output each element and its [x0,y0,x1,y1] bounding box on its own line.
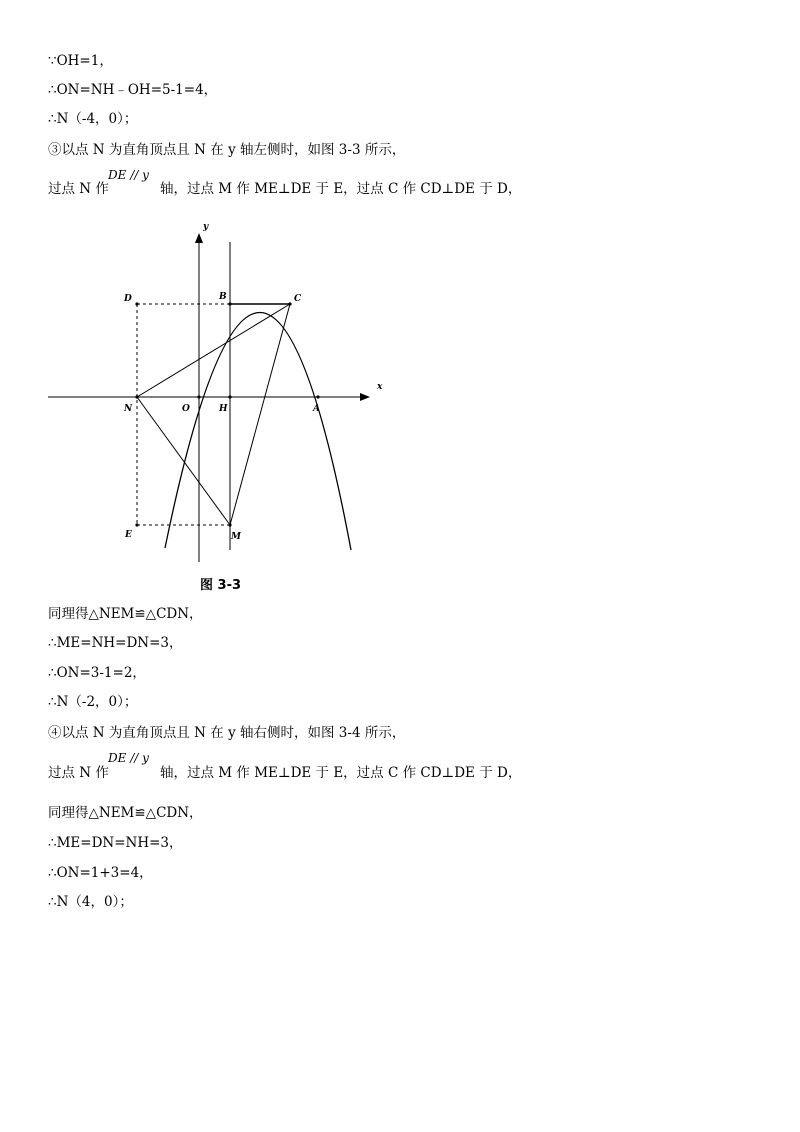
label-h: H [219,404,228,414]
text-line-6: 同理得△NEM≌△CDN， [48,606,203,622]
text-line-13: ∴ME=DN=NH=3， [48,835,183,851]
text-line-10: ④以点 N 为直角顶点且 N 在 y 轴右侧时，如图 3-4 所示， [48,725,406,741]
text-line-2: ∴ON=NH﹣OH=5-1=4， [48,82,218,98]
label-c: C [294,294,302,304]
text-line-11-end: 轴，过点 M 作 ME⊥DE 于 E，过点 C 作 CD⊥DE 于 D， [160,765,522,781]
point-m [228,523,231,526]
point-n [135,395,138,398]
fraction-de-parallel-y: DE // y [108,168,149,182]
text-line-12: 同理得△NEM≌△CDN， [48,805,203,821]
point-a [316,395,319,398]
point-h [228,395,231,398]
text-line-5-start: 过点 N 作 [48,181,109,197]
text-line-7: ∴ME=NH=DN=3， [48,635,183,651]
text-line-5-end: 轴，过点 M 作 ME⊥DE 于 E，过点 C 作 CD⊥DE 于 D， [160,181,522,197]
label-m: M [231,532,241,542]
text-line-11-start: 过点 N 作 [48,765,109,781]
label-d: D [124,294,132,304]
point-e [135,523,138,526]
label-n: N [124,404,133,414]
segment-nm [137,397,230,525]
text-line-15: ∴N（4，0）； [48,894,133,910]
point-d [135,302,138,305]
label-o: O [182,404,190,414]
y-axis-arrow [195,233,203,243]
figure-caption: 图 3-3 [200,578,242,593]
text-line-11 [48,764,109,782]
segment-nc [137,304,290,397]
text-line-1: ∵OH=1， [48,53,113,69]
text-line-4: ③以点 N 为直角顶点且 N 在 y 轴左侧时，如图 3-3 所示， [48,142,406,158]
point-b [228,302,231,305]
label-b: B [219,292,227,302]
point-o [197,395,200,398]
text-line-8: ∴ON=3-1=2， [48,665,146,681]
point-c [288,302,291,305]
x-axis-arrow [360,393,370,401]
segment-cm [230,304,290,525]
label-e: E [125,530,132,540]
text-line-14: ∴ON=1+3=4， [48,865,153,881]
parabola [165,312,351,550]
text-line-3: ∴N（-4，0）； [48,111,138,127]
label-y: y [203,222,209,232]
label-x: x [377,382,383,392]
fraction-de-parallel-y-2: DE // y [108,751,149,765]
text-line-9: ∴N（-2，0）； [48,694,138,710]
label-a: A [313,404,320,414]
